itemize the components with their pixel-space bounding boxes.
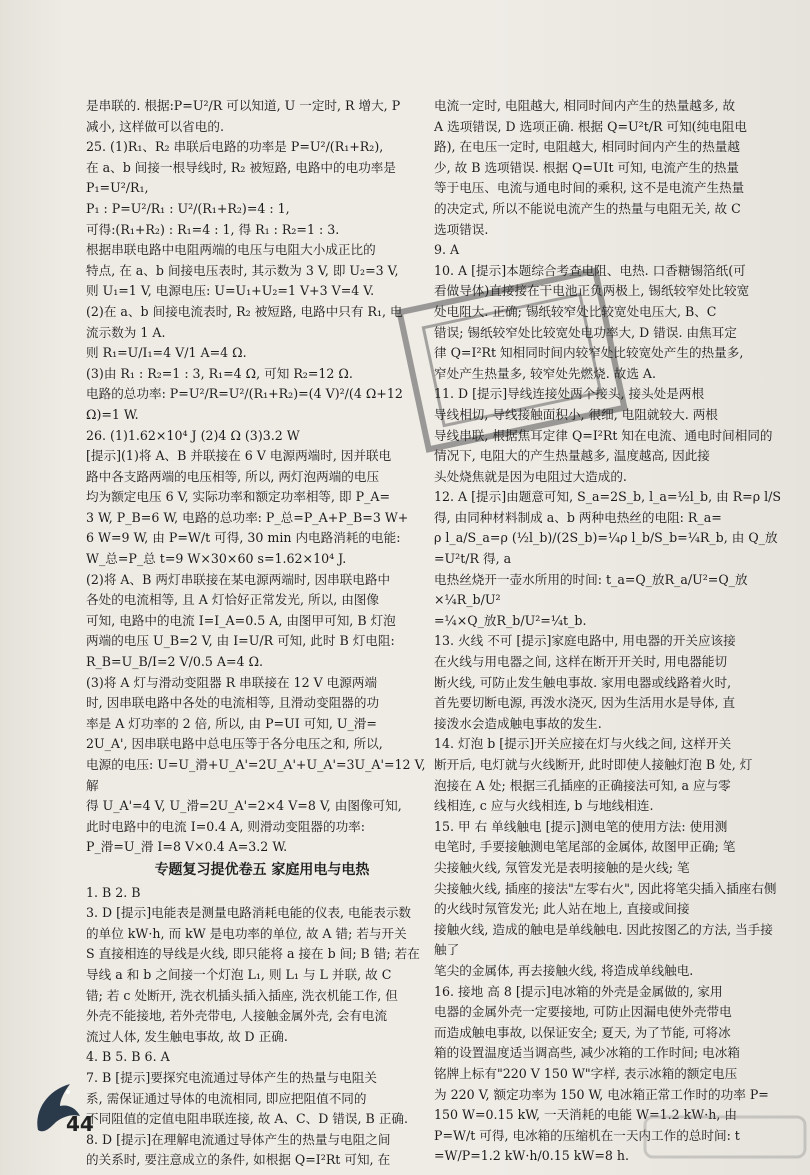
text-line: 笔尖的金属体, 再去接触火线, 将造成单线触电. (434, 962, 694, 978)
text-line: P₁ : P=U²/R₁ : U²/(R₁+R₂)=4 : 1, (86, 200, 290, 216)
text-line: 此时电路中的电流 I=0.4 A, 则滑动变阻器的功率: (86, 818, 365, 834)
text-line: 尖接触火线, 插座的接法"左零右火", 因此将笔尖插入插座右侧 (434, 880, 777, 896)
text-line: 箱的设置温度适当调高些, 减少冰箱的工作时间; 电冰箱 (434, 1045, 740, 1061)
text-line: S 直接相连的导线是火线, 即只能将 a 接在 b 间; B 错; 若在 (86, 946, 420, 962)
left-column (86, 96, 438, 1171)
text-line: 2U_A', 因串联电路中总电压等于各分电压之和, 所以, (86, 736, 383, 752)
text-line: (3)将 A 灯与滑动变阻器 R 串联接在 12 V 电源两端 (86, 674, 378, 690)
right-column (434, 96, 784, 1167)
text-line: 各处的电流相等, 且 A 灯恰好正常发光, 所以, 由图像 (86, 592, 379, 608)
text-line: 根据串联电路中电阻两端的电压与电阻大小成正比的 (86, 242, 376, 258)
text-line: 导线相切, 导线接触面积小, 很细, 电阻就较大. 两根 (434, 406, 718, 422)
text-line: P=W/t 可得, 电冰箱的压缩机在一天内工作的总时间: t (434, 1127, 740, 1143)
text-line: (2)将 A、B 两灯串联接在某电源两端时, 因串联电路中 (86, 571, 391, 587)
text-line: 可知, 电路中的电流 I=I_A=0.5 A, 由图甲可知, B 灯泡 (86, 612, 396, 628)
text-line: 是串联的. 根据:P=U²/R 可以知道, U 一定时, R 增大, P (86, 98, 401, 113)
text-line: 在火线与用电器之间, 这样在断开开关时, 用电器能切 (434, 654, 728, 670)
text-line: 4. B 5. B 6. A (86, 1049, 170, 1065)
text-line: 导线 a 和 b 之间接一个灯泡 L₁, 则 L₁ 与 L 并联, 故 C (86, 966, 392, 982)
text-line: 情况下, 电阻大的产生热量越多, 温度越高, 因此接 (434, 448, 710, 464)
text-line: 而造成触电事故, 以保证安全; 夏天, 为了节能, 可将冰 (434, 1024, 731, 1040)
text-line: 25. (1)R₁、R₂ 串联后电路的功率是 P=U²/(R₁+R₂), (86, 139, 384, 155)
text-line: 可得:(R₁+R₂) : R₁=4 : 1, 得 R₁ : R₂=1 : 3. (86, 221, 340, 237)
text-line: 在 a、b 间接一根导线时, R₂ 被短路, 电路中的电功率是 (86, 159, 396, 175)
page-number: 44 (66, 1112, 94, 1136)
text-line: 则 U₁=1 V, 电源电压: U=U₁+U₂=1 V+3 V=4 V. (86, 283, 375, 299)
text-line: 的关系时, 要注意成立的条件, 如根据 Q=I²Rt 可知, 在 (86, 1152, 391, 1168)
text-line: 为 220 V, 额定功率为 150 W, 电冰箱正常工作时的功率 P= (434, 1086, 769, 1102)
text-line: (2)在 a、b 间接电流表时, R₂ 被短路, 电路中只有 R₁, 电 (86, 303, 403, 319)
text-line: [提示](1)将 A、B 并联接在 6 V 电源两端时, 因并联电 (86, 448, 392, 464)
watermark-logo (640, 1112, 810, 1172)
text-line: 6 W=9 W, 由 P=W/t 可得, 30 min 内电路消耗的电能: (86, 530, 401, 546)
text-line: 8. D [提示]在理解电流通过导体产生的热量与电阻之间 (86, 1131, 391, 1147)
text-line: 律 Q=I²Rt 知相同时间内较窄处比较宽处产生的热量多, (434, 345, 744, 361)
text-line: 看做导体)直接接在干电池正负两极上, 锡纸较窄处比较宽 (434, 283, 750, 299)
text-line: 3 W, P_B=6 W, 电路的总功率: P_总=P_A+P_B=3 W+ (86, 509, 409, 525)
text-line: 电流一定时, 电阻越大, 相同时间内产生的热量越多, 故 (434, 98, 736, 113)
text-line: P_滑=U_滑 I=8 V×0.4 A=3.2 W. (86, 839, 288, 855)
text-line: 路), 在电压一定时, 电阻越大, 相同时间内产生的热量越 (434, 139, 740, 155)
text-line: =W/P=1.2 kW·h/0.15 kW=8 h. (434, 1148, 630, 1164)
text-line: 11. D [提示]导线连接处两个接头, 接头处是两根 (434, 386, 705, 402)
text-line: 不同阻值的定值电阻串联连接, 故 A、C、D 错误, B 正确. (86, 1111, 408, 1127)
text-line: 150 W=0.15 kW, 一天消耗的电能 W=1.2 kW·h, 由 (434, 1107, 737, 1123)
text-line: 的火线时氖管发光; 此人站在地上, 直接或间接 (434, 901, 690, 917)
text-line: 电器的金属外壳一定要接地, 可防止因漏电使外壳带电 (434, 1004, 732, 1020)
text-line: 路中各支路两端的电压相等, 所以, 两灯泡两端的电压 (86, 468, 380, 484)
text-line: 两端的电压 U_B=2 V, 由 I=U/R 可知, 此时 B 灯电阻: (86, 633, 395, 649)
text-line: 10. A [提示]本题综合考查电阻、电热. 口香糖锡箔纸(可 (434, 262, 746, 278)
text-line: 12. A [提示]由题意可知, S_a=2S_b, l_a=½l_b, 由 R=ρ l/S (434, 489, 782, 505)
text-line: 选项错误. (434, 221, 489, 237)
text-line: R_B=U_B/I=2 V/0.5 A=4 Ω. (86, 654, 264, 670)
text-line: 电热丝烧开一壶水所用的时间: t_a=Q_放R_a/U²=Q_放×¼R_b/U² (434, 571, 748, 608)
text-line: 1. B 2. B (86, 884, 141, 900)
text-line: 3. D [提示]电能表是测量电路消耗电能的仪表, 电能表示数 (86, 905, 412, 921)
text-line: 首先要切断电源, 再泼水浇灭, 因为生活用水是导体, 直 (434, 695, 736, 711)
text-line: 外壳不能接地, 若外壳带电, 人接触金属外壳, 会有电流 (86, 1008, 388, 1024)
text-line: 导线串联, 根据焦耳定律 Q=I²Rt 知在电流、通电时间相同的 (434, 427, 773, 443)
text-line: 16. 接地 高 8 [提示]电冰箱的外壳是金属做的, 家用 (434, 983, 723, 999)
text-line: 率是 A 灯功率的 2 倍, 所以, 由 P=UI 可知, U_滑= (86, 715, 377, 731)
text-line: 少, 故 B 选项错误. 根据 Q=UIt 可知, 电流产生的热量 (434, 159, 739, 175)
text-line: 15. 甲 右 单线触电 [提示]测电笔的使用方法: 使用测 (434, 818, 728, 834)
text-line: 电源的电压: U=U_滑+U_A'=2U_A'+U_A'=3U_A'=12 V, 解 (86, 757, 426, 793)
text-line: 接泼水会造成触电事故的发生. (434, 715, 602, 731)
text-line: 26. (1)1.62×10⁴ J (2)4 Ω (3)3.2 W (86, 427, 300, 443)
text-line: 7. B [提示]要探究电流通过导体产生的热量与电阻关 (86, 1069, 377, 1085)
text-line: 14. 灯泡 b [提示]开关应接在灯与火线之间, 这样开关 (434, 736, 732, 752)
text-line: 得, 由同种材料制成 a、b 两种电热丝的电阻: R_a= (434, 509, 722, 525)
text-line: P₁=U²/R₁, (86, 180, 149, 196)
text-line: 窄处产生热量多, 较窄处先燃烧. 故选 A. (434, 365, 657, 381)
text-line: 的决定式, 所以不能说电流产生的热量与电阻无关, 故 C (434, 200, 741, 216)
text-line: 减小, 这样做可以省电的. (86, 118, 224, 134)
text-line: 的单位 kW·h, 而 kW 是电功率的单位, 故 A 错; 若与开关 (86, 925, 407, 941)
text-line: 13. 火线 不可 [提示]家庭电路中, 用电器的开关应该接 (434, 633, 736, 649)
text-line: 头处烧焦就是因为电阻过大造成的. (434, 468, 627, 484)
text-line: 断开后, 电灯就与火线断开, 此时即使人接触灯泡 B 处, 灯 (434, 757, 753, 772)
text-line: 错; 若 c 处断开, 洗衣机插头插入插座, 洗衣机能工作, 但 (86, 987, 398, 1003)
text-line: W_总=P_总 t=9 W×30×60 s=1.62×10⁴ J. (86, 551, 347, 567)
text-line: 流示数为 1 A. (86, 324, 166, 340)
text-line: 接触火线, 造成的触电是单线触电. 因此按图乙的方法, 当手接触了 (434, 921, 773, 958)
text-line: 线相连, c 应与火线相连, b 与地线相连. (434, 798, 654, 814)
text-line: 9. A (434, 242, 460, 258)
text-line: 处电阻大. 正确; 锡纸较窄处比较宽处电压大, B、C (434, 303, 717, 319)
text-line: 等于电压、电流与通电时间的乘积, 这不是电流产生热量 (434, 180, 745, 196)
text-line: 均为额定电压 6 V, 实际功率和额定功率相等, 即 P_A= (86, 489, 391, 505)
text-line: 电路的总功率: P=U²/R=U²/(R₁+R₂)=(4 V)²/(4 Ω+12 Ω)=1 W. (86, 386, 403, 422)
text-line: 系, 需保证通过导体的电流相同, 即应把阻值不同的 (86, 1090, 367, 1106)
text-line: A 选项错误, D 选项正确. 根据 Q=U²t/R 可知(纯电阻电 (434, 118, 747, 134)
text-line: 时, 因串联电路中各处的电流相等, 且滑动变阻器的功 (86, 695, 380, 711)
text-line: 流过人体, 发生触电事故, 故 D 正确. (86, 1028, 288, 1044)
text-line: 尖接触火线, 氖管发光是表明接触的是火线; 笔 (434, 859, 690, 875)
text-line: 泡接在 A 处; 根据三孔插座的正确接法可知, a 应与零 (434, 777, 731, 793)
text-line: =¼×Q_放R_b/U²=¼t_b. (434, 612, 587, 628)
text-line: 断火线, 可防止发生触电事故. 家用电器或线路着火时, (434, 674, 732, 690)
text-line: 则 R₁=U/I₁=4 V/1 A=4 Ω. (86, 345, 247, 361)
text-line: 错误; 锡纸较窄处比较宽处电功率大, D 错误. 由焦耳定 (434, 324, 737, 340)
text-line: 得 U_A'=4 V, U_滑=2U_A'=2×4 V=8 V, 由图像可知, (86, 798, 402, 814)
text-line: (3)由 R₁ : R₂=1 : 3, R₁=4 Ω, 可知 R₂=12 Ω. (86, 365, 353, 381)
text-line: ρ l_a/S_a=ρ (½l_b)/(2S_b)=¼ρ l_b/S_b=¼R_b, 由 Q_放=U²t/R 得, a (434, 530, 778, 567)
text-line: 特点, 在 a、b 间接电压表时, 其示数为 3 V, 即 U₂=3 V, (86, 262, 399, 278)
text-line: 电笔时, 手要接触测电笔尾部的金属体, 故图甲正确; 笔 (434, 839, 736, 855)
text-line: 铭牌上标有"220 V 150 W"字样, 表示冰箱的额定电压 (434, 1065, 738, 1081)
section-title: 专题复习提优卷五 家庭用电与电热 (154, 861, 370, 878)
